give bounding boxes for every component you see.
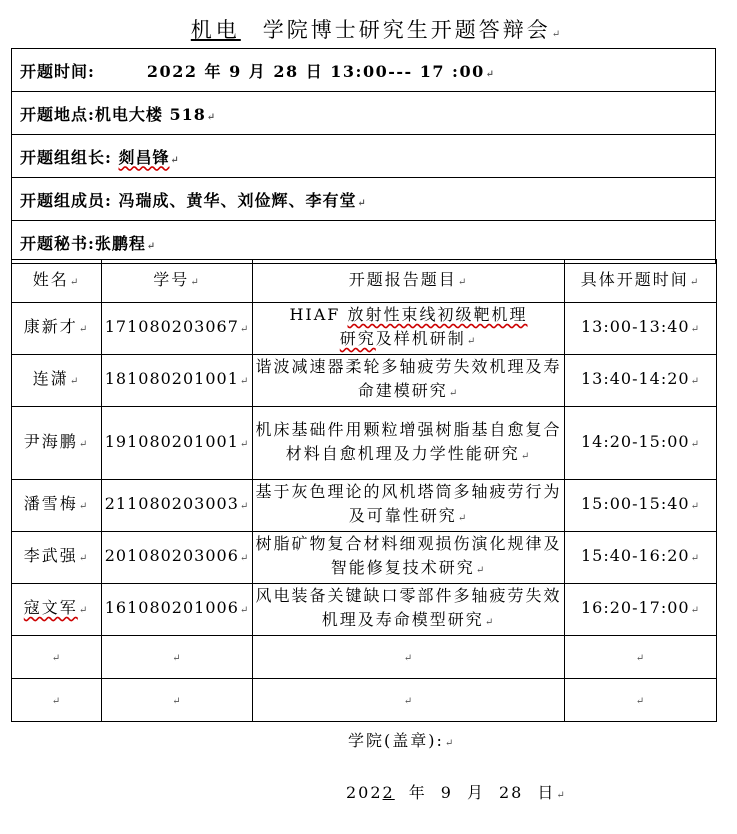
- cell-time: 13:40-14:20↵: [565, 355, 717, 407]
- college-name: 机电: [190, 18, 241, 42]
- table-header-row: [12, 260, 717, 303]
- cell-id: 181080201001↵: [102, 355, 253, 407]
- empty-cell: ↵: [102, 636, 253, 679]
- empty-cell: ↵: [102, 679, 253, 722]
- paragraph-mark: ↵: [444, 738, 456, 749]
- info-cell: [12, 178, 716, 221]
- cell-id: 171080203067↵: [102, 303, 253, 355]
- cell-name: 康新才↵: [12, 303, 102, 355]
- paragraph-mark: ↵: [206, 111, 217, 123]
- info-cell: [12, 221, 716, 264]
- cell-topic: 基于灰色理论的风机塔筒多轴疲劳行为及可靠性研究↵: [253, 480, 565, 532]
- cell-topic: 机床基础件用颗粒增强树脂基自愈复合材料自愈机理及力学性能研究↵: [253, 407, 565, 480]
- cell-id: 211080203003↵: [102, 480, 253, 532]
- cell-id: 201080203006↵: [102, 532, 253, 584]
- header-id: 学号↵: [102, 260, 253, 303]
- month-value: 9: [440, 783, 453, 802]
- paragraph-mark: ↵: [551, 29, 563, 40]
- secretary-text: 开题秘书:张鹏程: [20, 233, 146, 253]
- month-word: 月: [466, 783, 485, 802]
- cell-name: 尹海鹏↵: [12, 407, 102, 480]
- header-name: 姓名↵: [12, 260, 102, 303]
- day-word: 日: [537, 783, 556, 802]
- cell-time: 13:00-13:40↵: [565, 303, 717, 355]
- info-row-members: [12, 178, 716, 221]
- cell-name: 连潇↵: [12, 355, 102, 407]
- leader-label: 开题组组长:: [20, 147, 112, 167]
- cell-name: 潘雪梅↵: [12, 480, 102, 532]
- info-row-secretary: [12, 221, 716, 264]
- paragraph-mark: ↵: [146, 240, 157, 252]
- document-title: [0, 14, 737, 44]
- header-time: 具体开题时间↵: [565, 260, 717, 303]
- college-stamp-line: [348, 728, 455, 751]
- cell-topic: 树脂矿物复合材料细观损伤演化规律及智能修复技术研究↵: [253, 532, 565, 584]
- time-value: 2022 年 9 月 28 日 13:00--- 17 :00: [146, 61, 485, 81]
- paragraph-mark: ↵: [357, 197, 367, 209]
- empty-cell: ↵: [12, 636, 102, 679]
- table-row: [12, 532, 717, 584]
- info-row-leader: [12, 135, 716, 178]
- cell-topic: 风电装备关键缺口零部件多轴疲劳失效机理及寿命模型研究↵: [253, 584, 565, 636]
- paragraph-mark: ↵: [170, 154, 180, 166]
- table-row: [12, 584, 717, 636]
- table-row-empty: [12, 679, 717, 722]
- cell-time: 14:20-15:00↵: [565, 407, 717, 480]
- cell-topic: 谐波减速器柔轮多轴疲劳失效机理及寿命建模研究↵: [253, 355, 565, 407]
- empty-cell: ↵: [12, 679, 102, 722]
- table-row: [12, 407, 717, 480]
- cell-name: 寇文军↵: [12, 584, 102, 636]
- empty-cell: ↵: [565, 636, 717, 679]
- signing-date: [346, 780, 567, 803]
- members-text: 开题组成员: 冯瑞成、黄华、刘俭辉、李有堂: [20, 190, 357, 210]
- info-cell: [12, 49, 716, 92]
- empty-cell: ↵: [253, 679, 565, 722]
- year-word: 年: [408, 783, 427, 802]
- table-row: [12, 355, 717, 407]
- table-row-empty: [12, 636, 717, 679]
- empty-cell: ↵: [565, 679, 717, 722]
- cell-topic: HIAF 放射性束线初级靶机理 研究及样机研制↵: [253, 303, 565, 355]
- table-row: [12, 480, 717, 532]
- stamp-label: 学院(盖章):: [348, 731, 444, 750]
- cell-time: 15:00-15:40↵: [565, 480, 717, 532]
- paragraph-mark: ↵: [485, 68, 496, 80]
- time-label: 开题时间:: [20, 61, 95, 81]
- cell-name: 李武强↵: [12, 532, 102, 584]
- cell-time: 16:20-17:00↵: [565, 584, 717, 636]
- cell-id: 191080201001↵: [102, 407, 253, 480]
- info-table: [11, 48, 716, 264]
- header-topic: 开题报告题目↵: [253, 260, 565, 303]
- cell-id: 161080201006↵: [102, 584, 253, 636]
- place-text: 开题地点:机电大楼 518: [20, 104, 206, 124]
- info-row-time: [12, 49, 716, 92]
- empty-cell: ↵: [253, 636, 565, 679]
- table-row: [12, 303, 717, 355]
- day-value: 28: [498, 783, 524, 802]
- year-prefix: 202: [346, 783, 383, 802]
- cell-time: 15:40-16:20↵: [565, 532, 717, 584]
- paragraph-mark: ↵: [556, 790, 567, 801]
- info-row-place: [12, 92, 716, 135]
- info-cell: [12, 92, 716, 135]
- schedule-table: [11, 259, 717, 722]
- info-cell: [12, 135, 716, 178]
- title-text: 学院博士研究生开题答辩会: [262, 18, 551, 42]
- leader-name: 剡昌锋: [118, 147, 170, 167]
- year-digit: 2: [382, 783, 395, 802]
